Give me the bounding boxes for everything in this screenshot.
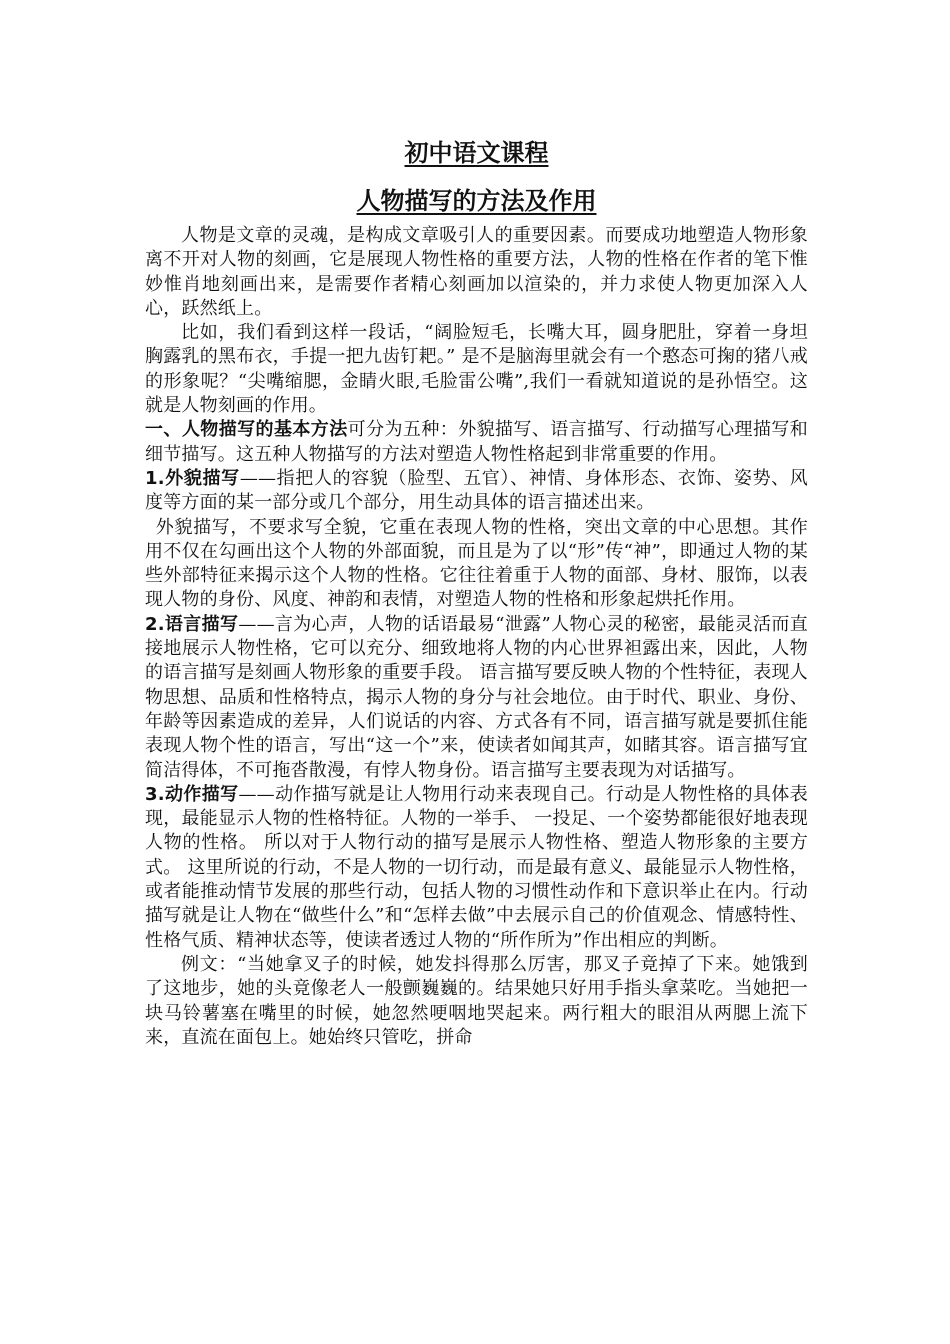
document-page: [145, 138, 808, 1050]
item-action-heading: 3.动作描写: [145, 783, 239, 805]
document-title: 初中语文课程: [404, 139, 549, 167]
item-appearance-heading: 1.外貌描写: [145, 467, 240, 489]
item-appearance-text: ——指把人的容貌（脸型、五官）、神情、身体形态、衣饰、姿势、风度等方面的某一部分或几个部分，用生动具体的语言描述出来。: [145, 467, 809, 514]
intro-paragraph-2: 比如，我们看到这样一段话，“阔脸短毛，长嘴大耳，圆身肥肚，穿着一身坦胸露乳的黑布衣，手提一把九齿钉耙。” 是不是脑海里就会有一个憨态可掬的猪八戒的形象呢？“尖嘴缩腮，金睛火眼,毛脸雷公嘴”,我们一看就知道说的是孙悟空。这就是人物刻画的作用。: [145, 322, 808, 417]
section-heading: 一、人物描写的基本方法: [145, 419, 348, 441]
section-text: 可分为五种：外貌描写、语言描写、行动描写心理描写和细节描写。这五种人物描写的方法对塑造人物性格起到非常重要的作用。: [145, 419, 808, 465]
item-language-text: ——言为心声，人物的话语最易“泄露”人物心灵的秘密，最能灵活而直接地展示人物性格，它可以充分、细致地将人物的内心世界袒露出来，因此，人物的语言描写是刻画人物形象的重要手段。 语言描写要反映人物的个性特征，表现人物思想、品质和性格特点，揭示人物的身分与社会地位。由于时代、职业、身份、年龄等因素造成的差异，人们说话的内容、方式各有不同，语言描写就是要抓住能表现人物个性的语言，写出“这一个”来，使读者如闻其声，如睹其容。语言描写宜简洁得体，不可拖沓散漫，有悖人物身份。语言描写主要表现为对话描写。: [145, 613, 808, 781]
item-action-text: ——动作描写就是让人物用行动来表现自己。行动是人物性格的具体表现，最能显示人物的性格特征。人物的一举手、 一投足、一个姿势都能很好地表现人物的性格。 所以对于人物行动的描写是展示人物性格、塑造人物形象的主要方式。 这里所说的行动，不是人物的一切行动，而是最有意义、最能显示人物性格，或者能推动情节发展的那些行动，包括人物的习惯性动作和下意识举止在内。行动描写就是让人物在“做些什么”和“怎样去做”中去展示自己的价值观念、情感特性、性格气质、精神状态等，使读者透过人物的“所作所为”作出相应的判断。: [145, 783, 808, 951]
example-paragraph: 例文：“当她拿叉子的时候，她发抖得那么厉害，那叉子竟掉了下来。她饿到了这地步，她的头竟像老人一般颤巍巍的。结果她只好用手指头拿菜吃。当她把一块马铃薯塞在嘴里的时候，她忽然哽咽地哭起来。两行粗大的眼泪从两腮上流下来，直流在面包上。她始终只管吃，拼命: [145, 953, 808, 1048]
item-action: [145, 783, 808, 953]
item-appearance: [145, 467, 808, 516]
item-language: [145, 613, 808, 783]
item-appearance-note: 外貌描写，不要求写全貌，它重在表现人物的性格，突出文章的中心思想。其作用不仅在勾画出这个人物的外部面貌，而且是为了以“形”传“神”，即通过人物的某些外部特征来揭示这个人物的性格。它往往着重于人物的面部、身材、服饰，以表现人物的身份、风度、神韵和表情，对塑造人物的性格和形象起烘托作用。: [145, 516, 808, 611]
intro-paragraph-1: 人物是文章的灵魂，是构成文章吸引人的重要因素。而要成功地塑造人物形象离不开对人物的刻画，它是展现人物性格的重要方法，人物的性格在作者的笔下惟妙惟肖地刻画出来，是需要作者精心刻画加以渲染的，并力求使人物更加深入人心，跃然纸上。: [145, 225, 808, 319]
item-language-heading: 2.语言描写: [145, 613, 239, 635]
section-basic-methods: [145, 418, 808, 467]
document-subtitle: 人物描写的方法及作用: [356, 187, 597, 215]
